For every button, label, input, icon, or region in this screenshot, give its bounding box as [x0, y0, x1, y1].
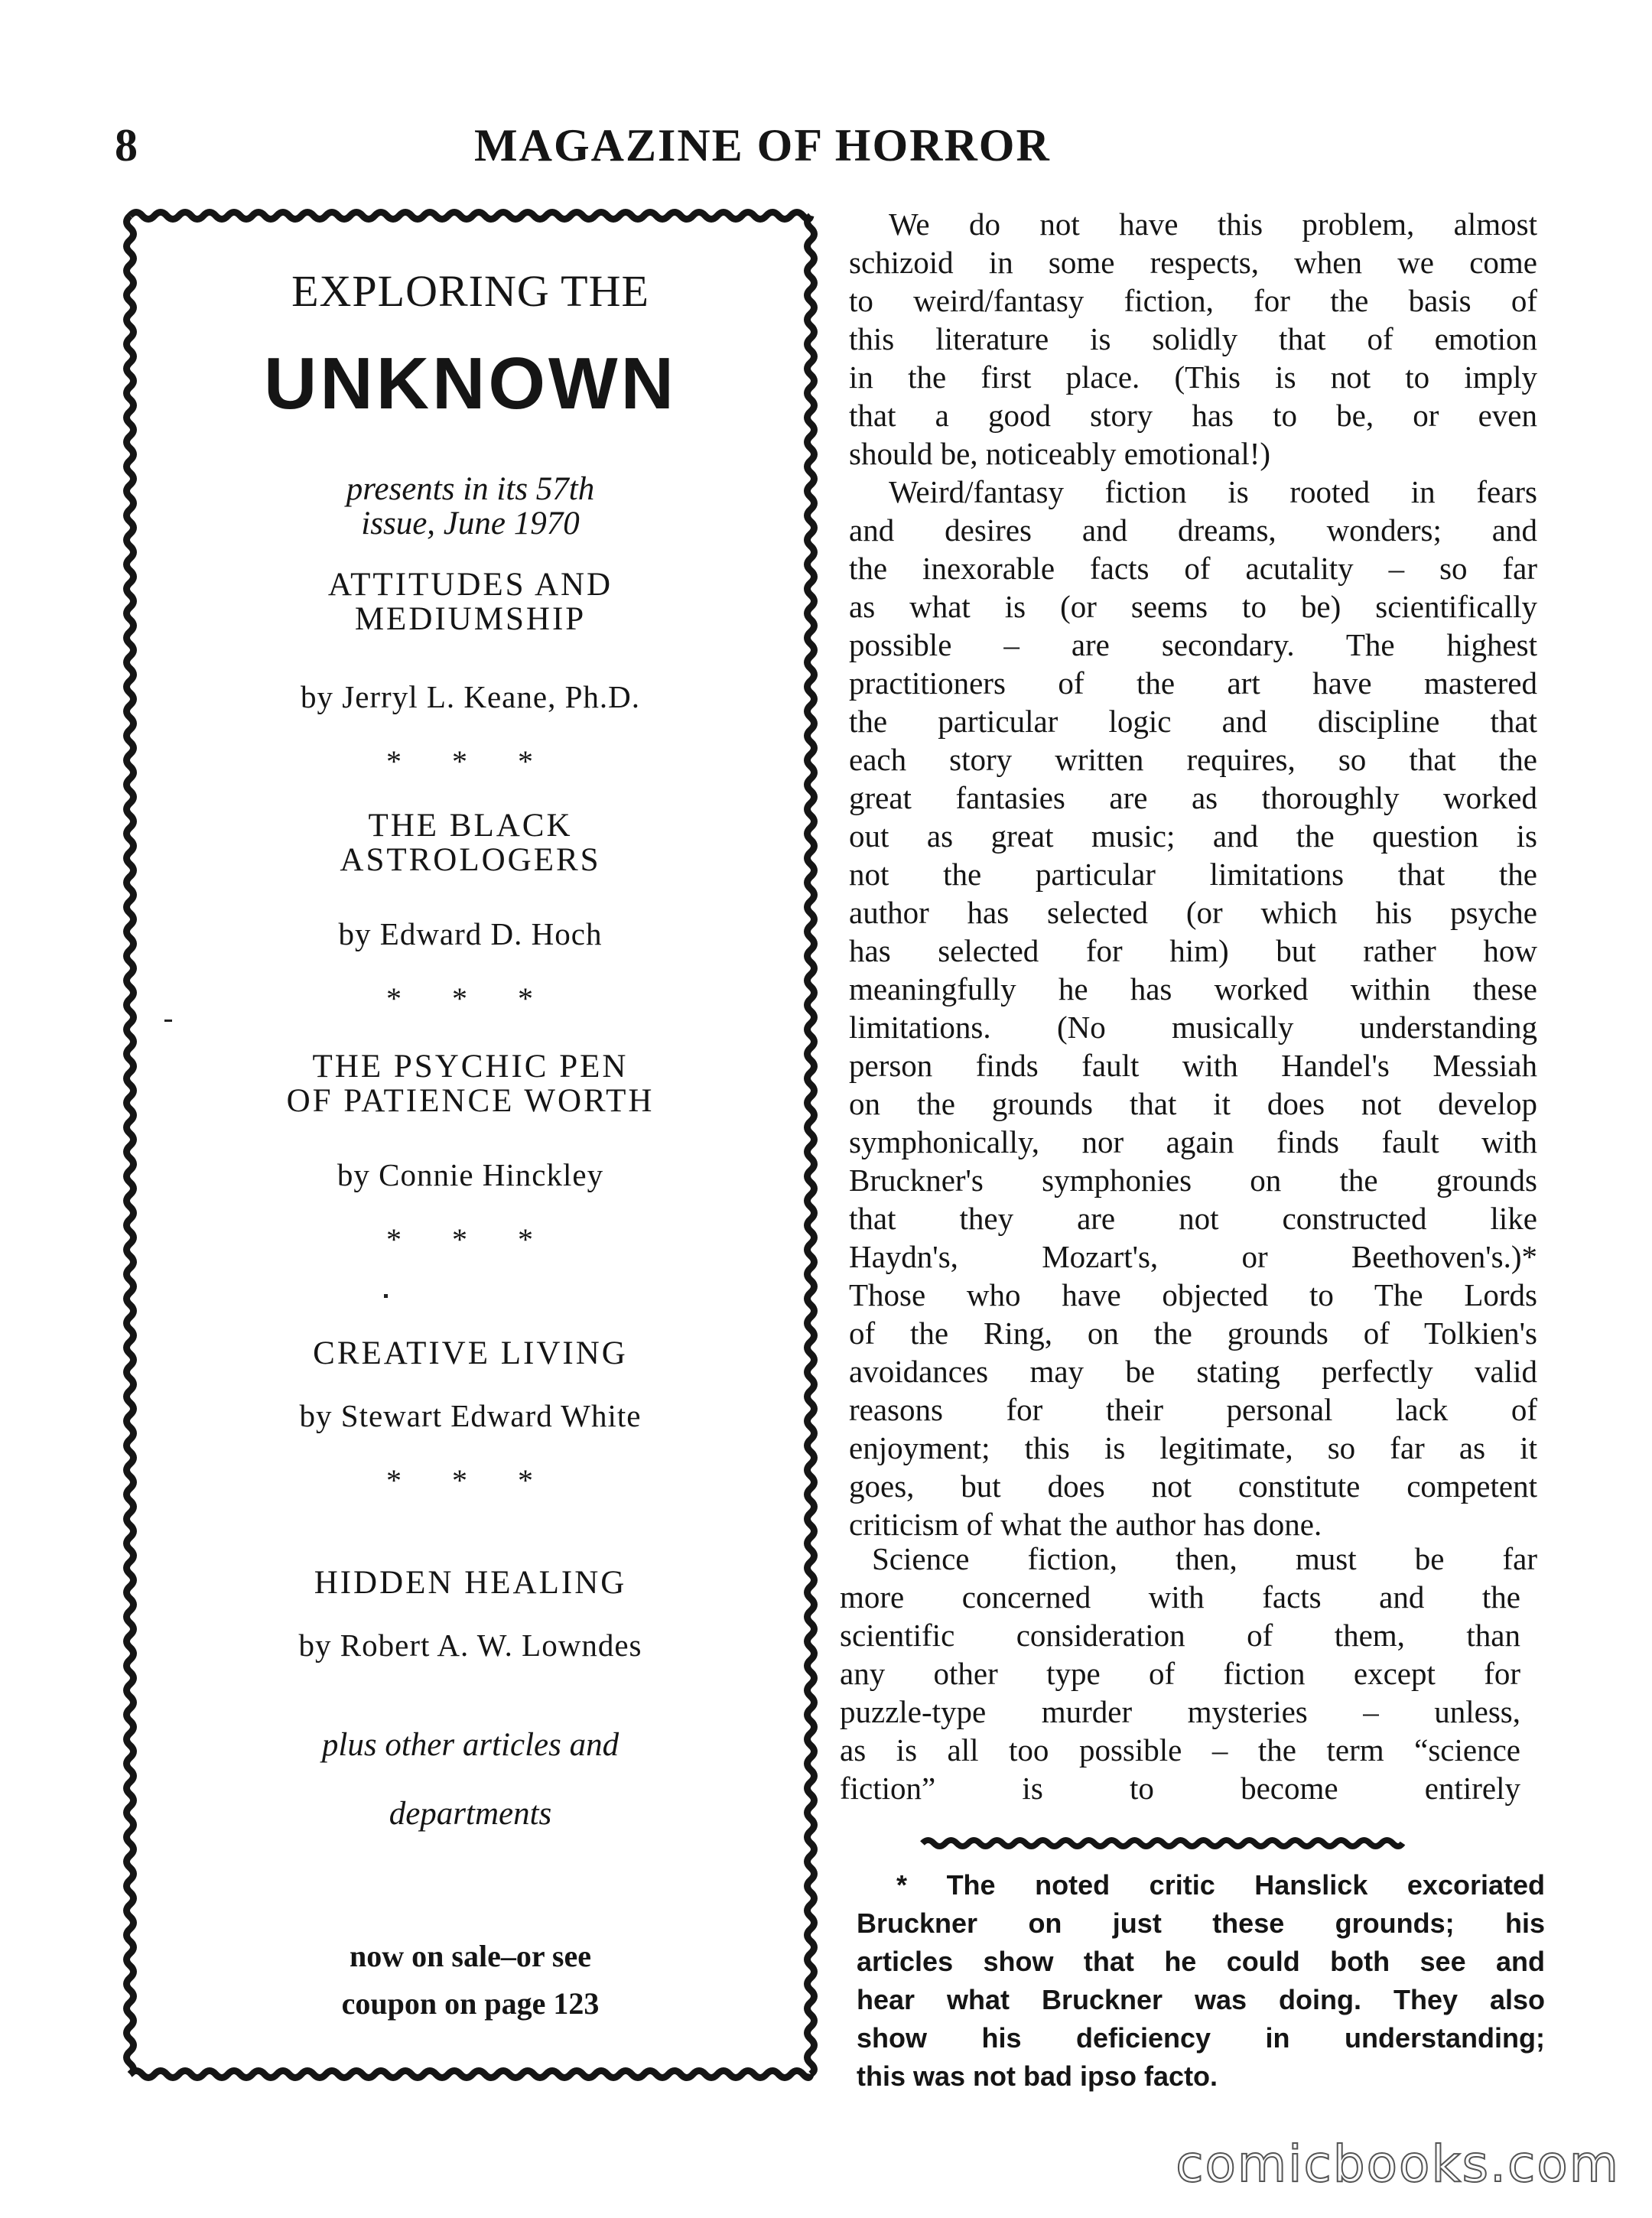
column-line: Science fiction, then, must be far [872, 1541, 1537, 1576]
column-line: scientific consideration of them, than [840, 1618, 1520, 1653]
column-line: that a good story has to be, or even [849, 398, 1537, 433]
ad-separator: * * * [386, 1463, 554, 1498]
column-line: in the first place. (This is not to imply [849, 359, 1537, 395]
footnote-line: Bruckner on just these grounds; his [857, 1907, 1545, 1939]
ad-footer-line: departments [389, 1796, 552, 1832]
column-line: practitioners of the art have mastered [849, 665, 1537, 701]
column-line: We do not have this problem, almost [889, 207, 1537, 242]
column-line: the particular logic and discipline that [849, 704, 1537, 739]
column-line: and desires and dreams, wonders; and [849, 512, 1537, 548]
column-line: each story written requires, so that the [849, 742, 1537, 777]
column-line: Weird/fantasy fiction is rooted in fears [889, 474, 1537, 509]
column-line: avoidances may be stating perfectly valid [849, 1354, 1537, 1389]
ad-entry-title: OF PATIENCE WORTH [286, 1083, 655, 1119]
ad-footer-line: plus other articles and [321, 1727, 620, 1763]
ad-separator: * * * [386, 744, 554, 779]
ad-kicker: EXPLORING THE [291, 266, 649, 316]
footnote-line: articles show that he could both see and [857, 1946, 1545, 1977]
ad-entry-title: MEDIUMSHIP [354, 601, 587, 637]
column-line: of the Ring, on the grounds of Tolkien's [849, 1316, 1537, 1351]
ad-entry-title: CREATIVE LIVING [313, 1335, 628, 1371]
ad-entry-title: ATTITUDES AND [327, 567, 613, 603]
ad-sale-line: now on sale–or see [350, 1939, 591, 1973]
ad-entry-title: THE BLACK [368, 808, 573, 844]
ad-separator: * * * [386, 1222, 554, 1257]
column-line: this literature is solidly that of emotion [849, 321, 1537, 356]
column-line: criticism of what the author has done. [849, 1507, 1322, 1542]
print-speck [384, 1294, 388, 1298]
ad-entry-byline: by Edward D. Hoch [338, 916, 603, 951]
column-line: as what is (or seems to be) scientifically [849, 589, 1537, 624]
column-line: meaningfully he has worked within these [849, 971, 1537, 1007]
ad-entry-byline: by Robert A. W. Lowndes [298, 1628, 642, 1663]
print-speck [164, 1020, 172, 1022]
column-line: Those who have objected to The Lords [849, 1277, 1537, 1312]
column-line: symphonically, nor again finds fault with [849, 1124, 1537, 1159]
column-line: any other type of fiction except for [840, 1656, 1520, 1691]
column-line: Haydn's, Mozart's, or Beethoven's.)* [849, 1239, 1537, 1274]
wavy-divider [918, 1830, 1407, 1856]
footnote-line: * The noted critic Hanslick excoriated [896, 1869, 1545, 1901]
ad-intro-line: issue, June 1970 [361, 506, 580, 541]
ad-intro-line: presents in its 57th [346, 471, 595, 507]
column-line: more concerned with facts and the [840, 1579, 1520, 1615]
column-line: author has selected (or which his psyche [849, 895, 1537, 930]
column-line: that they are not constructed like [849, 1201, 1537, 1236]
footnote-line: show his deficiency in understanding; [857, 2022, 1545, 2054]
watermark: comicbooks.com [1176, 2135, 1620, 2194]
magazine-title: MAGAZINE OF HORROR [474, 120, 1051, 171]
ad-entry-title: HIDDEN HEALING [314, 1565, 627, 1601]
column-line: Bruckner's symphonies on the grounds [849, 1163, 1537, 1198]
ad-entry-byline: by Jerryl L. Keane, Ph.D. [300, 679, 640, 714]
column-line: out as great music; and the question is [849, 818, 1537, 854]
column-line: great fantasies are as thoroughly worked [849, 780, 1537, 815]
ad-entry-byline: by Stewart Edward White [299, 1398, 642, 1433]
footnote-line: this was not bad ipso facto. [857, 2060, 1218, 2092]
column-line: the inexorable facts of acutality – so far [849, 551, 1537, 586]
column-line: puzzle-type murder mysteries – unless, [840, 1694, 1520, 1729]
ad-sale-line: coupon on page 123 [341, 1986, 600, 2021]
footnote-line: hear what Bruckner was doing. They also [857, 1984, 1545, 2015]
column-line: not the particular limitations that the [849, 857, 1537, 892]
ad-entry-byline: by Connie Hinckley [337, 1157, 604, 1192]
column-line: fiction” is to become entirely [840, 1771, 1520, 1806]
ad-entry-title: ASTROLOGERS [340, 842, 601, 878]
exploring-the-unknown-ad [115, 200, 826, 2090]
column-line: enjoyment; this is legitimate, so far as it [849, 1430, 1537, 1465]
ad-brand-title: UNKNOWN [264, 343, 677, 424]
column-line: limitations. (No musically understanding [849, 1010, 1537, 1045]
column-line: to weird/fantasy fiction, for the basis of [849, 283, 1537, 318]
column-line: goes, but does not constitute competent [849, 1468, 1537, 1504]
column-line: reasons for their personal lack of [849, 1392, 1537, 1427]
column-line: schizoid in some respects, when we come [849, 245, 1537, 280]
page-number: 8 [115, 120, 138, 171]
column-line: possible – are secondary. The highest [849, 627, 1537, 662]
ad-entry-title: THE PSYCHIC PEN [312, 1049, 629, 1085]
column-line: has selected for him) but rather how [849, 933, 1537, 968]
column-line: on the grounds that it does not develop [849, 1086, 1537, 1121]
column-line: person finds fault with Handel's Messiah [849, 1048, 1537, 1083]
ad-separator: * * * [386, 981, 554, 1016]
column-line: as is all too possible – the term “science [840, 1732, 1520, 1768]
column-line: should be, noticeably emotional!) [849, 436, 1271, 471]
